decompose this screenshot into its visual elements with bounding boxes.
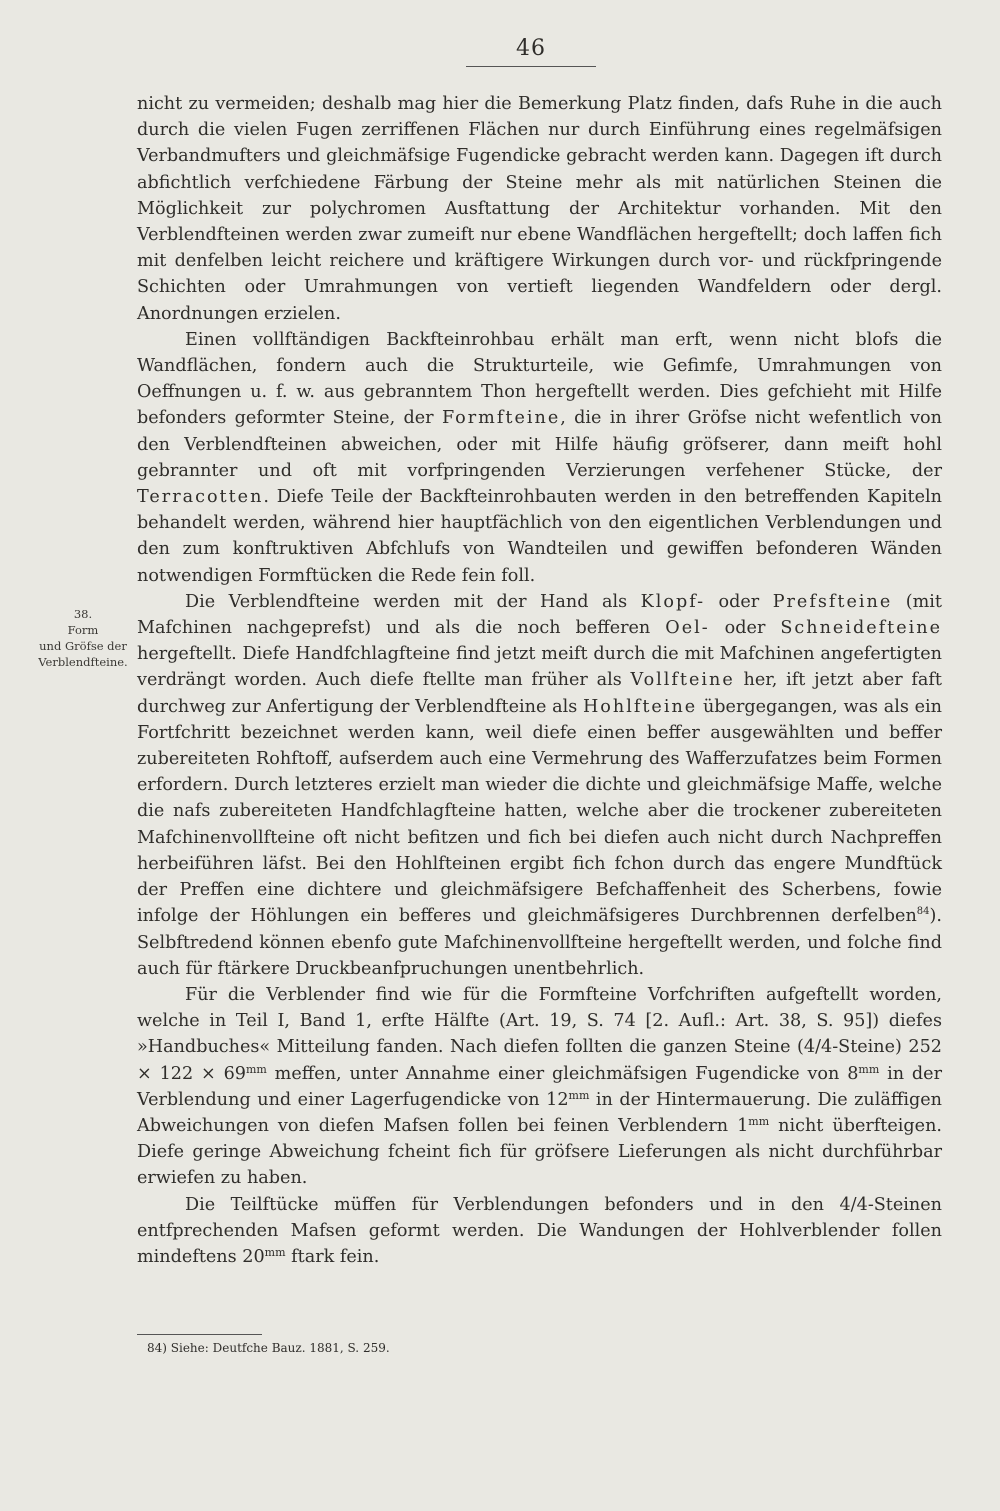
unit-mm: mm xyxy=(858,1062,880,1076)
margin-note-line: und Gröfse der xyxy=(39,639,127,653)
paragraph-2 xyxy=(137,327,942,589)
text-run: Einen vollftändigen Backfteinrohbau erhält man erft, wenn nicht blofs die Wandflächen, fondern auch die Strukturteile, wie Gefimfe, Umrahmungen von Oeffnungen u. f. w. aus gebranntem Thon hergeftellt werden. Dies gefchieht mit Hilfe befonders geformter Steine, der xyxy=(137,329,942,429)
emphasis-formsteine: Formfteine xyxy=(441,408,561,429)
margin-note-line: Form xyxy=(67,623,99,637)
text-run: übergegangen, was als ein Fortfchritt bezeichnet werden kann, weil diefe einen beffer ausgewählten und beffer zubereiteten Rohftoff, aufserdem auch eine Vermehrung des Wafferzufatzes beim Formen erfordern. Durch letzteres erzielt man wieder die dichte und gleichmäfsige Maffe, welche die nafs zubereiteten Handfchlagfteine hatten, welche aber die trockener zubereiteten Mafchinenvollfteine oft nicht befitzen und fich bei diefen auch nicht durch Nachpreffen herbeiführen läfst. Bei den Hohlfteinen ergibt fich fchon durch das engere Mundftück der Preffen eine dichtere und gleichmäfsigere Befchaffenheit des Scherbens, fowie infolge der Höhlungen ein befferes und gleichmäfsigeres Durchbrennen derfelben xyxy=(137,696,942,927)
footnote xyxy=(147,1339,847,1357)
paragraph-4 xyxy=(137,982,942,1192)
main-text xyxy=(137,91,942,1270)
text-run: nicht überfteigen. Diefe geringe Abweichung fcheint fich für gröfsere Lieferungen als nicht durchführbar erwiefen zu haben. xyxy=(137,1115,942,1189)
emphasis-schneidesteine: Schneidefteine xyxy=(780,618,942,639)
text-run: her, ift jetzt aber faft durchweg zur Anfertigung der Verblendfteine als xyxy=(137,670,942,717)
text-run: ftark fein. xyxy=(285,1246,380,1267)
text-run: oder xyxy=(705,591,773,612)
text-run: hergeftellt. Diefe Handfchlagfteine find jetzt meift durch die mit Mafchinen angefertigten verdrängt worden. Auch diefe ftellte man früher als xyxy=(137,644,942,691)
page-number-rule xyxy=(466,66,596,67)
text-run: oder xyxy=(709,618,781,639)
footnote-marker: 84) xyxy=(147,1341,167,1355)
text-run: ). Selbftredend können ebenfo gute Mafchinenvollfteine hergeftellt werden, und folche find auch für ftärkere Druckbeanfpruchungen unentbehrlich. xyxy=(137,906,942,979)
emphasis-oel: Oel- xyxy=(665,618,710,639)
unit-mm: mm xyxy=(264,1245,286,1259)
margin-note-number: 38. xyxy=(73,607,93,621)
footnote-reference: 84 xyxy=(916,906,930,918)
text-run: Für die Verblender find wie für die Formfteine Vorfchriften aufgeftellt worden, welche in Teil I, Band 1, erfte Hälfte (Art. 19, S. 74 [2. Aufl.: Art. 38, S. 95]) diefes »Handbuches« Mitteilung fanden. Nach diefen follten die ganzen Steine ( xyxy=(137,984,942,1058)
emphasis-klopf: Klopf- xyxy=(640,591,706,612)
paragraph-5 xyxy=(137,1192,942,1271)
fraction: 4/4 xyxy=(803,1037,833,1058)
paragraph-3 xyxy=(137,589,942,982)
text-run: -Steine) 252 × 122 × 69 xyxy=(137,1037,942,1084)
unit-mm: mm xyxy=(568,1088,590,1102)
page-number: 46 xyxy=(516,36,546,61)
text-run: -Steinen entfprechenden Mafsen geformt werden. Die Wandungen der Hohlverblender follen mindeftens 20 xyxy=(137,1194,942,1267)
margin-note-line: Verblendfteine. xyxy=(38,655,128,669)
emphasis-hohlsteine: Hohlfteine xyxy=(582,696,698,717)
text-run: Die Verblendfteine werden mit der Hand als xyxy=(185,591,641,612)
fraction: 4/4 xyxy=(839,1194,868,1215)
emphasis-prefssteine: Prefsfteine xyxy=(772,591,893,612)
emphasis-terracotten: Terracotten xyxy=(137,487,264,508)
footnote-rule xyxy=(137,1334,262,1335)
text-run: . Diefe Teile der Backfteinrohbauten werden in den betreffenden Kapiteln behandelt werden, während hier hauptfächlich von den eigentlichen Verblendungen und den zum konftruktiven Abfchlufs von Wandteilen und gewiffen befonderen Wänden notwendigen Formftücken die Rede fein foll. xyxy=(137,487,942,586)
text-run: meffen, unter Annahme einer gleichmäfsigen Fugendicke von 8 xyxy=(266,1063,859,1084)
text-run: , die in ihrer Gröfse nicht wefentlich von den Verblendfteinen abweichen, oder mit Hilfe häufig gröfserer, dann meift hohl gebrannter und oft mit vorfpringenden Verzierungen verfehener Stücke, der xyxy=(137,408,942,481)
text-run: (mit Mafchinen nachgeprefst) und als die noch befferen xyxy=(137,591,942,639)
text-run: in der Hintermauerung. Die zuläffigen Abweichungen von diefen Mafsen follen bei feinen Verblendern 1 xyxy=(137,1089,942,1136)
unit-mm: mm xyxy=(748,1114,770,1128)
unit-mm: mm xyxy=(245,1062,267,1076)
margin-note xyxy=(30,606,136,670)
text-run: in der Verblendung und einer Lagerfugendicke von 12 xyxy=(137,1063,942,1110)
emphasis-vollsteine: Vollfteine xyxy=(630,670,735,691)
paragraph-1: nicht zu vermeiden; deshalb mag hier die Bemerkung Platz finden, dafs Ruhe in die auch durch die vielen Fugen zerriffenen Flächen nur durch Einführung eines regelmäfsigen Verbandmufters und gleichmäfsige Fugendicke gebracht werden kann. Dagegen ift durch abfichtlich verfchiedene Färbung der Steine mehr als mit natürlichen Steinen die Möglichkeit zur polychromen Ausftattung der Architektur vorhanden. Mit den Verblendfteinen werden zwar zumeift nur ebene Wandflächen hergeftellt; doch laffen fich mit denfelben leicht reichere und kräftigere Wirkungen durch vor- und rückfpringende Schichten oder Umrahmungen von vertieft liegenden Wandfeldern oder dergl. Anordnungen erzielen. xyxy=(137,94,942,324)
footnote-text: Siehe: Deutfche Bauz. 1881, S. 259. xyxy=(166,1341,390,1355)
text-run: Die Teilftücke müffen für Verblendungen befonders und in den xyxy=(185,1194,840,1215)
